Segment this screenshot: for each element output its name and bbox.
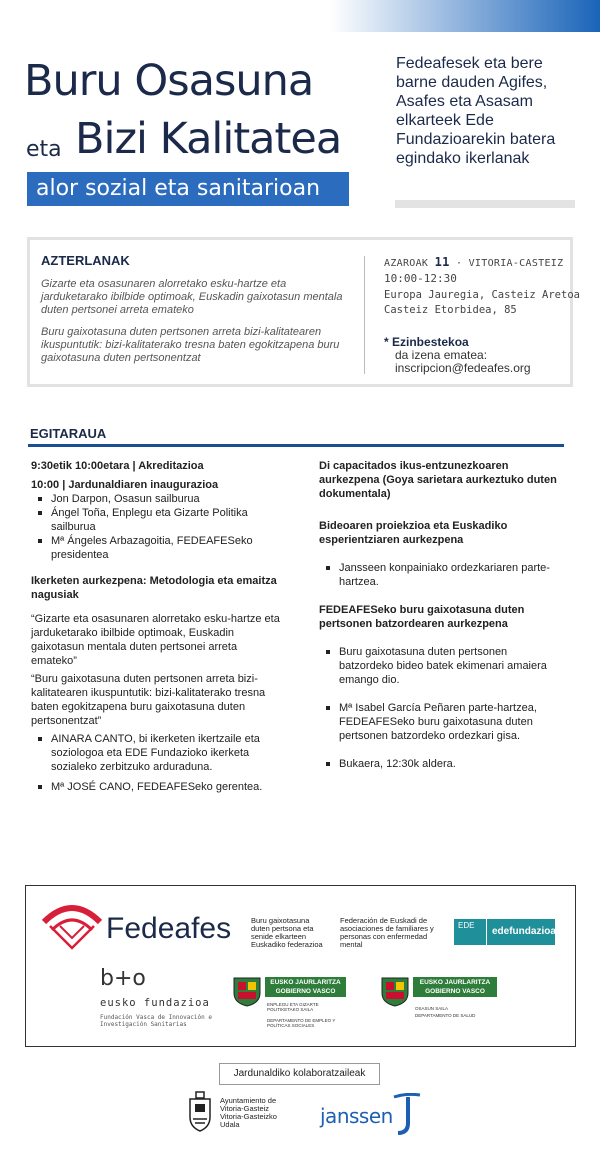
fedeafes-basque: Buru gaixotasuna duten pertsona eta senide elkarteen Euskadiko federazioa [251, 916, 323, 949]
basque-government-shield-icon-2 [379, 975, 411, 1007]
registration-star: * [384, 335, 389, 349]
intro-text: Fedeafesek eta bere barne dauden Agifes, Asafes eta Asasam elkarteek Ede Fundazioarekin batera egindako ikerlanak [396, 55, 556, 167]
list-item: Jansseen konpainiako ordezkariaren parte-hartzea. [339, 561, 559, 589]
list-item: Ángel Toña, Enplegu eta Gizarte Politika sailburua [51, 506, 281, 534]
gv-band-2 [413, 977, 497, 997]
vitoria-gasteiz-crest-icon [186, 1091, 214, 1135]
quote-1: “Gizarte eta osasunaren alorretako esku-hartze eta jarduketarako ibilbide optimoak, Euskadin gaixotasun mentala duten pertsonei arreta emateko” [31, 613, 280, 667]
ede-wordmark: edefundazioa [492, 926, 556, 937]
azterlanak-title: AZTERLANAK [41, 253, 130, 268]
list-item: Jon Darpon, Osasun sailburua [51, 492, 281, 506]
gv2-dept-eu: OSASUN SAILA [415, 1006, 449, 1011]
janssen-wordmark: janssen [320, 1104, 393, 1128]
date-city: · VITORIA-CASTEIZ [455, 258, 564, 269]
date-day: 11 [434, 255, 450, 269]
vitoria-gasteiz-text: Ayuntamiento de Vitoria-Gasteiz Vitoria-Gasteizko Udala [220, 1096, 277, 1129]
fedeafes-spanish: Federación de Euskadi de asociaciones de familiares y personas con enfermedad mental [340, 916, 434, 949]
gv2-line-2: GOBIERNO VASCO [425, 988, 485, 995]
bio-subtitle: Fundación Vasca de Innovación e Investigación Sanitarias [100, 1014, 212, 1028]
gv-line-2: GOBIERNO VASCO [275, 988, 336, 995]
fedeafes-logo-icon [42, 900, 102, 950]
bio-name: eusko fundazioa [100, 997, 210, 1009]
program-right-column [319, 459, 559, 771]
gv-line-1: EUSKO JAURLARITZA [270, 979, 341, 986]
research-title: Ikerketen aurkezpena: Metodologia eta emaitza nagusiak [31, 575, 277, 601]
registration-title: Ezinbestekoa [392, 335, 469, 349]
collaborators-label: Jardunaldiko kolaboratzaileak [219, 1063, 380, 1085]
title-line1: Buru Osasuna [24, 56, 314, 106]
video-title: Bideoaren proiekzioa eta Euskadiko esperientziaren aurkezpena [319, 520, 508, 546]
gv2-dept-es: DEPARTAMENTO DE SALUD [415, 1013, 476, 1018]
list-item: AINARA CANTO, bi ikerketen ikertzaile eta soziologoa eta EDE Fundazioko ikerketa sozialeko zerbitzuko arduraduna. [51, 732, 281, 774]
list-item: Mª JOSÉ CANO, FEDEAFESeko gerentea. [51, 780, 281, 794]
event-place-2: Casteiz Etorbidea, 85 [384, 304, 517, 316]
title-line2: Bizi Kalitatea [75, 114, 342, 164]
divider [364, 256, 365, 374]
top-gradient-bar [0, 0, 600, 32]
gv-band-1 [265, 977, 346, 997]
subtitle-band: alor sozial eta sanitarioan [27, 172, 349, 206]
study-1: Gizarte eta osasunaren alorretako esku-hartze eta jarduketarako ibilbide optimoak, Euskadin gaixotasun mentala duten pertsonei arreta emateko [41, 278, 343, 316]
ede-logo [454, 919, 555, 945]
gv1-dept-eu: ENPLEGU ETA GIZARTE POLITIKETAKO SAILA [267, 1002, 319, 1012]
event-time: 10:00-12:30 [384, 272, 457, 285]
fedeafes-wordmark: Fedeafes [106, 912, 232, 945]
janssen-swoosh-icon [392, 1093, 422, 1137]
basque-government-shield-icon [231, 975, 263, 1007]
committee-title: FEDEAFESeko buru gaixotasuna duten pertsonen batzordearen aurkezpena [319, 604, 525, 630]
program-left-column [31, 459, 281, 794]
list-item: Bukaera, 12:30k aldera. [339, 757, 559, 771]
registration-line: da izena ematea: [395, 348, 488, 362]
gv2-line-1: EUSKO JAURLARITZA [419, 979, 491, 986]
title-eta: eta [26, 137, 62, 162]
list-item: Mª Ángeles Arbazagoitia, FEDEAFESeko presidentea [51, 534, 281, 562]
bio-logo: b+o [100, 966, 146, 991]
study-2: Buru gaixotasuna duten pertsonen arreta bizi-kalitatearen ikuspuntutik: bizi-kalitaterako tresna baten egokitzapena buru gaixotasuna duten pertsonentzat [41, 326, 340, 364]
ede-small: EDE [458, 921, 475, 930]
date-prefix: AZAROAK [384, 258, 429, 269]
list-item: Buru gaixotasuna duten pertsonen batzordeko bideo batek ekimenari amaiera emango dio. [339, 645, 559, 687]
gv1-dept-es: DEPARTAMENTO DE EMPLEO Y POLÍTICAS SOCIALES [267, 1018, 336, 1028]
di-capacitados: Di capacitados ikus-entzunezkoaren aurkezpena (Goya sarietara aurkeztuko duten dokumentala) [319, 460, 557, 500]
event-date [384, 255, 563, 269]
program-title: EGITARAUA [30, 426, 107, 441]
decorative-grey-bar [395, 200, 575, 208]
registration-block [384, 336, 531, 375]
registration-email[interactable]: inscripcion@fedeafes.org [395, 361, 531, 375]
quote-2: “Buru gaixotasuna duten pertsonen arreta bizi-kalitatearen ikuspuntutik: bizi-kalitaterako tresna baten egokitzapena buru gaixotasuna duten pertsonentzat” [31, 673, 266, 727]
ede-divider [486, 919, 487, 945]
program-rule [28, 444, 564, 447]
list-item: Mª Isabel García Peñaren parte-hartzea, FEDEAFESeko buru gaixotasuna duten pertsonen batzordeko ordezkari gisa. [339, 701, 559, 743]
accreditation: 9:30etik 10:00etara | Akreditazioa [31, 460, 204, 472]
event-place-1: Europa Jauregia, Casteiz Aretoa [384, 289, 580, 301]
inauguration: 10:00 | Jardunaldiaren inaugurazioa [31, 479, 219, 491]
